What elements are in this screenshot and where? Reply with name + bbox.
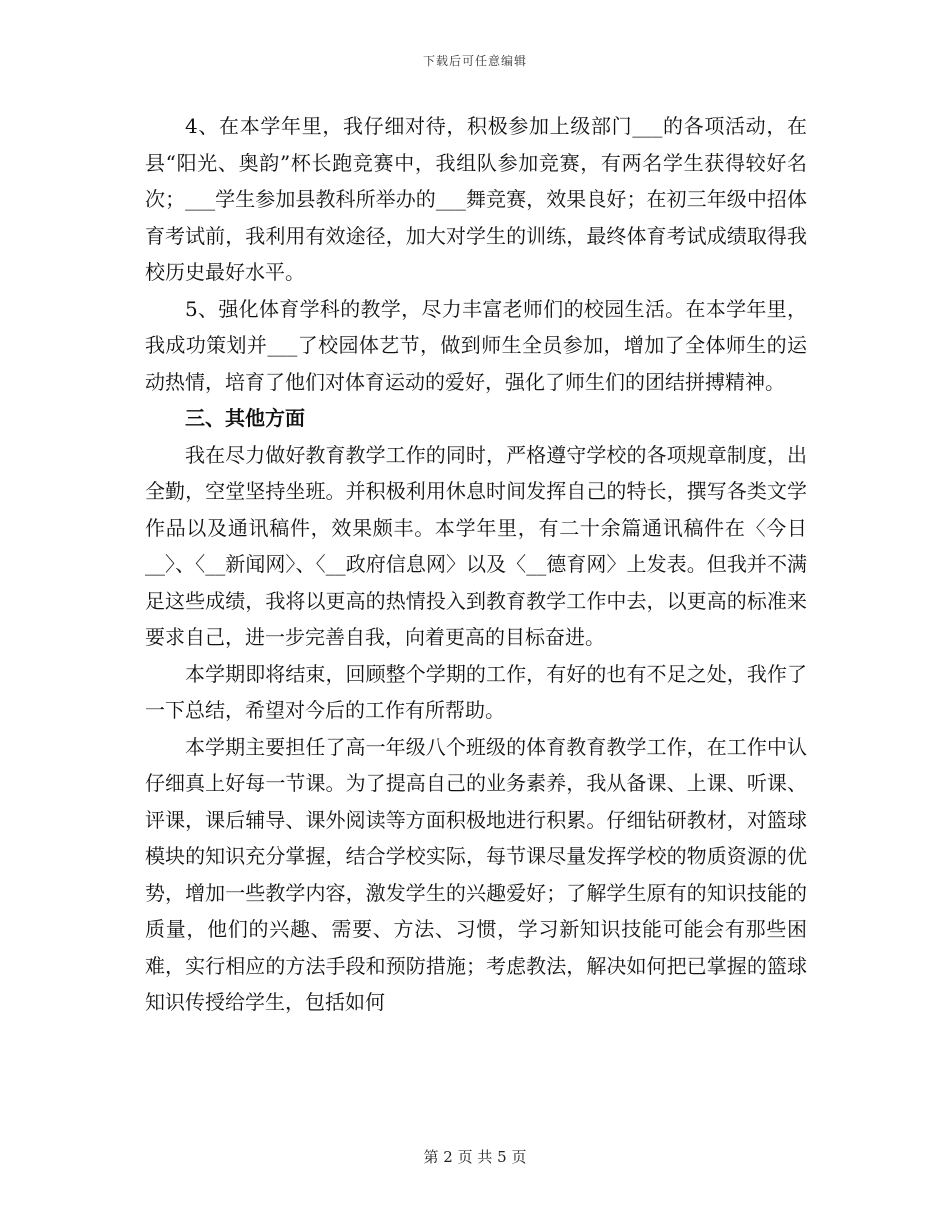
- paragraph-semester-summary: 本学期即将结束，回顾整个学期的工作，有好的也有不足之处，我作了一下总结，希望对今后的工作有所帮助。: [145, 661, 807, 722]
- page-footer: 第 2 页 共 5 页: [423, 1148, 527, 1166]
- paragraph-item-5: 5、强化体育学科的教学，尽力丰富老师们的校园生活。在本学年里，我成功策划并___了校园体艺节，做到师生全员参加，增加了全体师生的运动热情，培育了他们对体育运动的爱好，强化了师生们的团结拼搏精神。: [145, 296, 807, 394]
- section-heading-other: 三、其他方面: [185, 406, 305, 430]
- paragraph-teaching-work: 本学期主要担任了高一年级八个班级的体育教育教学工作，在工作中认仔细真上好每一节课。为了提高自己的业务素养，我从备课、上课、听课、评课，课后辅导、课外阅读等方面积极地进行积累。仔细钻研教材，对篮球模块的知识充分掌握，结合学校实际，每节课尽量发挥学校的物质资源的优势，增加一些教学内容，激发学生的兴趣爱好；了解学生原有的知识技能的质量，他们的兴趣、需要、方法、习惯，学习新知识技能可能会有那些困难，实行相应的方法手段和预防措施；考虑教法，解决如何把已掌握的篮球知识传授给学生，包括如何: [145, 734, 807, 1014]
- document-body: [145, 108, 807, 1021]
- paragraph-other-aspects: 我在尽力做好教育教学工作的同时，严格遵守学校的各项规章制度，出全勤，空堂坚持坐班。并积极利用休息时间发挥自己的特长，撰写各类文学作品以及通讯稿件，效果颇丰。本学年里，有二十余篇通讯稿件在〈今日__〉、〈__新闻网〉、〈__政府信息网〉以及〈__德育网〉上发表。但我并不满足这些成绩，我将以更高的热情投入到教育教学工作中去，以更高的标准来要求自己，进一步完善自我，向着更高的目标奋进。: [145, 442, 807, 649]
- page-header: 下载后可任意编辑: [422, 54, 527, 68]
- paragraph-item-4: 4、在本学年里，我仔细对待，积极参加上级部门___的各项活动，在县“阳光、奥韵”杯长跑竞赛中，我组队参加竞赛，有两名学生获得较好名次；___学生参加县教科所举办的___舞竞赛，效果良好；在初三年级中招体育考试前，我利用有效途径，加大对学生的训练，最终体育考试成绩取得我校历史最好水平。: [145, 114, 807, 284]
